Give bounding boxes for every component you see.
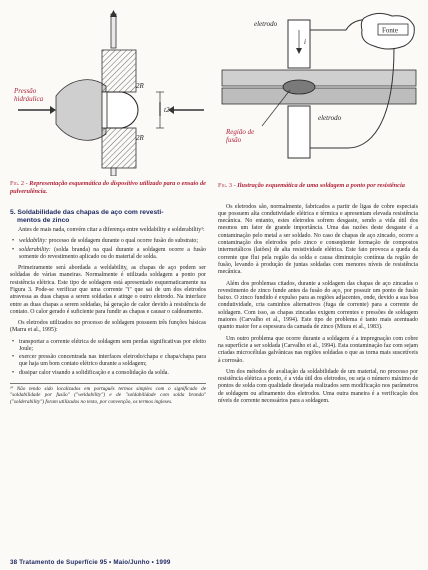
figure-3-caption: Fig. 3 - Ilustração esquemática de uma soldagem a ponto por resistência xyxy=(218,182,405,189)
list-item xyxy=(19,247,206,261)
body-paragraph: Além dos problemas citados, durante a soldagem das chapas de aço zincadas o revestimento de zinco funde antes da fusão do aço, por possuir um ponto de fusão baixo. O zinco fundido é expulso para as regiões adjacentes, onde, devido a sua boa condutividade, cria caminhos alternativos (fuga de corrente) para a corrente de soldagem. Com isso, as chapas zincadas exigem correntes e pressões de soldagem maiores (Carvalho et al., 1994). Este tipo de problema é tanto mais acentuado quanto maior for a espessura da camada de zinco (Miura et al., 1983). xyxy=(218,280,418,331)
section-heading-line2: mentos de zinco xyxy=(17,217,70,225)
current-label: i xyxy=(304,38,306,46)
figure-2 xyxy=(10,8,206,176)
sample-sheet xyxy=(102,92,138,128)
page-footer: 38 Tratamento de Superfície 95 • Maio/Junho • 1999 xyxy=(10,559,171,566)
fusion-region-label-1: Região de xyxy=(226,128,255,136)
hydraulic-label: hidráulica xyxy=(14,95,44,103)
body-paragraph: Um outro problema que ocorre durante a soldagem é a impregnação com cobre na superfície a ser soldada (Carvalho et al., 1994). Esta contaminação faz com sejam criadas microcélulas galvânicas nas regiões soldadas o que as torna mais suscetíveis à corrosão. xyxy=(218,335,418,364)
fusion-nugget xyxy=(283,80,315,94)
figure-2-caption-text: Representação esquemática do dispositivo utilizado para o ensaio de pulverulência. xyxy=(10,180,206,195)
list-item-text: (solda branda) na qual durante a soldagem ocorre a fusão somente do revestimento aplicado ou do material de solda. xyxy=(19,246,206,260)
gap-label: t2 xyxy=(164,106,170,114)
section-heading xyxy=(10,209,206,225)
figure-3-caption-text: Ilustração esquemática de uma soldagem a ponto por resistência xyxy=(237,182,405,189)
upper-sheet xyxy=(222,70,416,86)
pressure-chamber xyxy=(56,80,106,141)
list-item-term: solderability: xyxy=(19,246,51,253)
fusion-region-label-2: fusão xyxy=(226,136,242,144)
list-item: • exercer pressão concentrada nas interfaces eletrodo/chapa e chapa/chapa para que haja um bom contato elétrico durante a soldagem; xyxy=(19,354,206,368)
footnote: ¹ª Não tendo sido localizados em português termos simples com o significado de "soldabilidade por fusão" ("weldability") e de "soldabilidade com solda branda" ("solderability") foram utilizados no texto, por convenção, os termos ingleses. xyxy=(10,383,206,405)
pressure-label: Pressão xyxy=(14,87,37,95)
body-paragraph: Os eletrodos utilizados no processo de soldagem possuem três funções básicas (Marra et al., 1995): xyxy=(10,320,206,334)
figure-2-diagram xyxy=(10,8,206,176)
lower-electrode xyxy=(288,106,310,158)
body-paragraph: Primeiramente será abordada a weldability, as chapas de aço podem ser soldadas de várias maneiras. Normalmente é utilizada soldagem a ponto por resistência elétrica. Este tipo de soldagem está apresentado esquematicamente na Figura 3. Pode-se verificar que uma corrente "i" que sai de um dos eletrodos atravessa as duas chapas a serem soldadas e atinge o outro eletrodo. Na interface entre as duas chapas a serem soldadas, há geração de calor devido à resistência de contato. O calor gerado é suficiente para fundir as chapas e causar o caldeamento. xyxy=(10,265,206,315)
body-paragraph: Um dos métodos de avaliação da soldabilidade de um material, no processo por resistência elétrica a ponto, é a vida útil dos eletrodos, ou seja o número máximo de pontos de solda com qualidade desejada realizados sem modificação nos parâmetros de soldagem ou afinamento dos eletrodos. Uma outra maneira é a verificação dos níveis de corrente necessários para a soldagem. xyxy=(218,368,418,405)
right-column xyxy=(218,8,418,409)
weldability-list xyxy=(10,238,206,261)
source-label: Fonte xyxy=(382,26,398,35)
sheet-edge xyxy=(102,92,107,128)
figure-3-diagram xyxy=(218,8,418,178)
upper-piston-rod xyxy=(111,14,116,48)
list-item: • transportar a corrente elétrica de soldagem sem perdas significativas por efeito Joule; xyxy=(19,339,206,353)
intro-paragraph: Antes de mais nada, convém citar a diferença entre weldability e solderability¹: xyxy=(18,227,205,234)
lower-electrode-label: eletrodo xyxy=(318,114,342,122)
figure-3-caption-label: Fig. 3 xyxy=(218,182,233,189)
figure-2-caption-label: Fig. 2 xyxy=(10,180,25,187)
list-item-text: processo de soldagem durante o qual ocorre fusão do substrato; xyxy=(47,238,198,245)
left-column xyxy=(10,8,206,405)
figure-3 xyxy=(218,8,418,178)
lower-clamp-block xyxy=(102,128,136,168)
upper-electrode-label: eletrodo xyxy=(254,20,278,28)
upper-clamp-block xyxy=(102,50,136,92)
lower-sheet xyxy=(222,88,416,104)
lower-piston-rod xyxy=(111,168,116,176)
electrode-functions-list xyxy=(10,339,206,377)
body-paragraph: Os eletrodos são, normalmente, fabricados a partir de ligas de cobre especiais que possuem alta condutividade elétrica e térmica e apresentam elevada resistência mecânica. No entanto, estes eletrodos sofrem desgaste, sendo a vida útil dos mesmos um fator de grande importância. Uma das razões deste desgaste é a contaminação pelo metal a ser soldado. No caso de chapas de aço zincado, ocorre a contaminação dos eletrodos pelo zinco e conseqüente formação de compostos intermetálicos (latões) de alta resistividade elétrica. Este fato provoca a queda da corrente que flui pela região da solda e causa diminuição contínua da região de fusão, levando à produção de juntas soldadas com menores níveis de resistência mecânica. xyxy=(218,203,418,276)
figure-2-caption: Fig. 2 - Representação esquemática do dispositivo utilizado para o ensaio de pulverulência. xyxy=(10,180,206,195)
top-plate-label: 2R xyxy=(136,82,144,90)
list-item: • dissipar calor visando a solidificação e a consolidação da solda. xyxy=(19,370,206,377)
list-item xyxy=(19,238,206,245)
list-item-term: weldability: xyxy=(19,238,48,245)
section-heading-line1: 5. Soldabilidade das chapas de aço com revesti- xyxy=(10,209,164,217)
bottom-plate-label: 2R xyxy=(136,134,144,142)
